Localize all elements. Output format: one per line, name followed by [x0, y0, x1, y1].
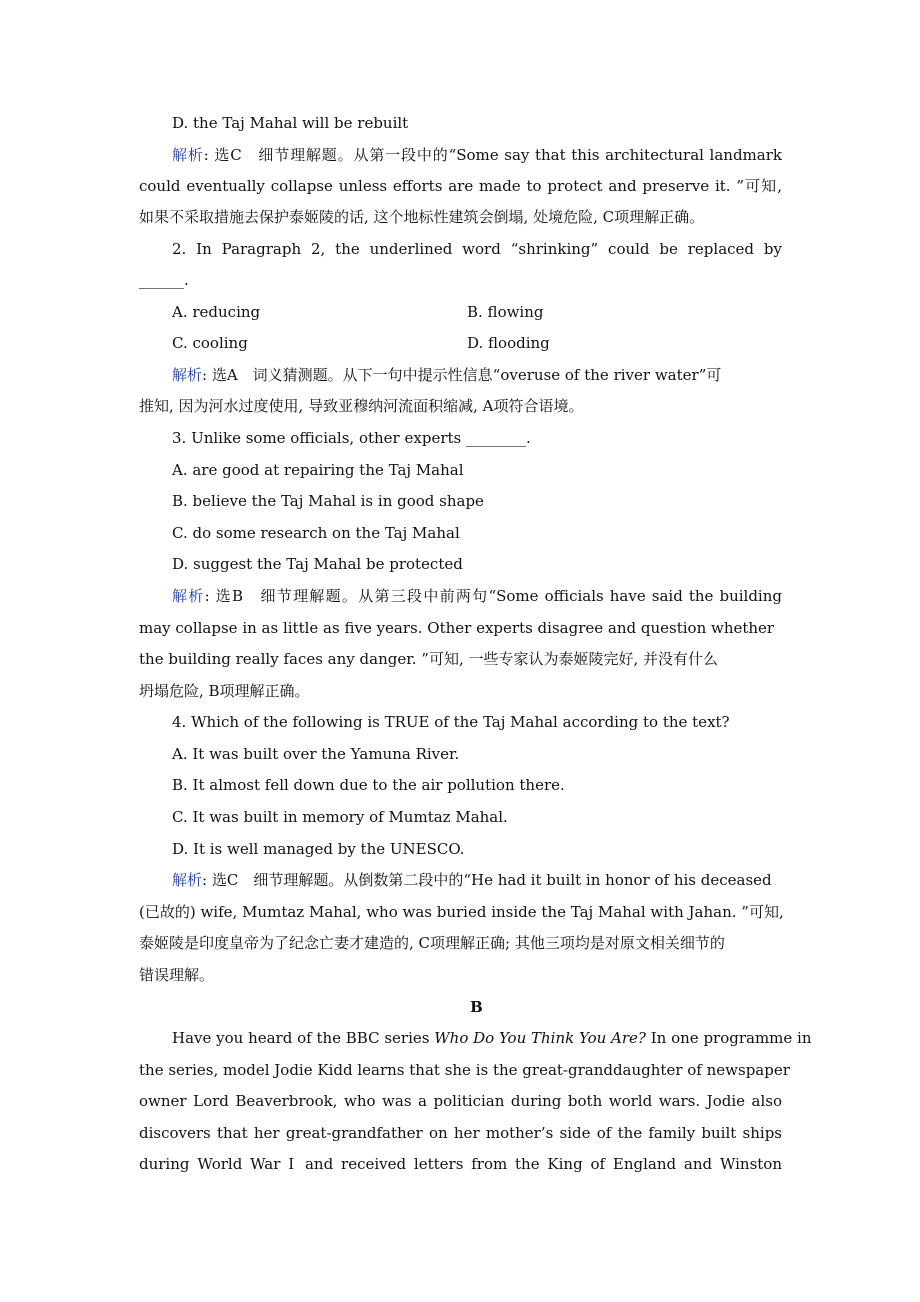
q2-question-blank: ______. — [139, 271, 189, 289]
passage-line: Have you heard of the BBC series Who Do You Think You Are? In one programme in — [172, 1029, 812, 1047]
q4-option-d: D. It is well managed by the UNESCO. — [172, 840, 465, 858]
analysis-label: 解析 — [172, 587, 205, 605]
q3-option-b: B. believe the Taj Mahal is in good shape — [172, 492, 484, 510]
q2-question: 2. In Paragraph 2, the underlined word “shrinking” could be replaced by — [172, 240, 782, 258]
q2-option-c: C. cooling — [172, 334, 248, 352]
q3-analysis-line: the building really faces any danger. ”可知, 一些专家认为泰姬陵完好, 并没有什么 — [139, 650, 719, 668]
q2-analysis-line: 推知, 因为河水过度使用, 导致亚穆纳河流面积缩减, A项符合语境。 — [139, 397, 584, 415]
q3-option-c: C. do some research on the Taj Mahal — [172, 524, 460, 542]
series-title: Who Do You Think You Are? — [434, 1029, 646, 1047]
q4-option-b: B. It almost fell down due to the air pollution there. — [172, 776, 565, 794]
q1-analysis-line: 解析: 选C 细节理解题。从第一段中的“Some say that this architectural landmark — [172, 146, 782, 164]
section-heading: B — [470, 998, 483, 1016]
q4-analysis-line: 错误理解。 — [139, 966, 215, 984]
analysis-label: 解析 — [172, 871, 203, 889]
q4-option-c: C. It was built in memory of Mumtaz Mahal. — [172, 808, 508, 826]
q2-option-b: B. flowing — [467, 303, 544, 321]
q3-analysis-line: 解析: 选B 细节理解题。从第三段中前两句“Some officials have said the building — [172, 587, 782, 605]
q3-option-d: D. suggest the Taj Mahal be protected — [172, 555, 463, 573]
passage-line: the series, model Jodie Kidd learns that she is the great-granddaughter of newspaper — [139, 1061, 790, 1079]
q2-options-row — [172, 302, 782, 322]
q1-analysis-line: 如果不采取措施去保护泰姬陵的话, 这个地标性建筑会倒塌, 处境危险, C项理解正确。 — [139, 208, 705, 226]
q2-option-a: A. reducing — [172, 303, 261, 321]
q2-analysis-line: 解析: 选A 词义猜测题。从下一句中提示性信息“overuse of the river water”可 — [172, 366, 722, 384]
q1-analysis-line: could eventually collapse unless efforts are made to protect and preserve it. ”可知, — [139, 177, 782, 195]
q3-question: 3. Unlike some officials, other experts ________. — [172, 429, 531, 447]
q3-analysis-line: 坍塌危险, B项理解正确。 — [139, 682, 310, 700]
q1-option-d: D. the Taj Mahal will be rebuilt — [172, 114, 409, 132]
q3-option-a: A. are good at repairing the Taj Mahal — [172, 461, 464, 479]
q2-option-d: D. flooding — [467, 334, 550, 352]
q3-analysis-line: may collapse in as little as five years. Other experts disagree and question whether — [139, 619, 775, 637]
passage-line: discovers that her great-grandfather on her mother’s side of the family built ships — [139, 1124, 782, 1142]
analysis-label: 解析 — [172, 146, 204, 164]
q4-option-a: A. It was built over the Yamuna River. — [172, 745, 460, 763]
q4-analysis-line: (已故的) wife, Mumtaz Mahal, who was buried inside the Taj Mahal with Jahan. ”可知, — [139, 903, 784, 921]
q4-analysis-line: 泰姬陵是印度皇帝为了纪念亡妻才建造的, C项理解正确; 其他三项均是对原文相关细节的 — [139, 934, 725, 952]
q4-analysis-line: 解析: 选C 细节理解题。从倒数第二段中的“He had it built in honor of his deceased — [172, 871, 772, 889]
q2-options-row — [172, 333, 782, 353]
passage-line: owner Lord Beaverbrook, who was a politician during both world wars. Jodie also — [139, 1092, 782, 1110]
q4-question: 4. Which of the following is TRUE of the Taj Mahal according to the text? — [172, 713, 730, 731]
passage-line: during World War Ⅰ and received letters from the King of England and Winston — [139, 1155, 782, 1173]
analysis-label: 解析 — [172, 366, 203, 384]
